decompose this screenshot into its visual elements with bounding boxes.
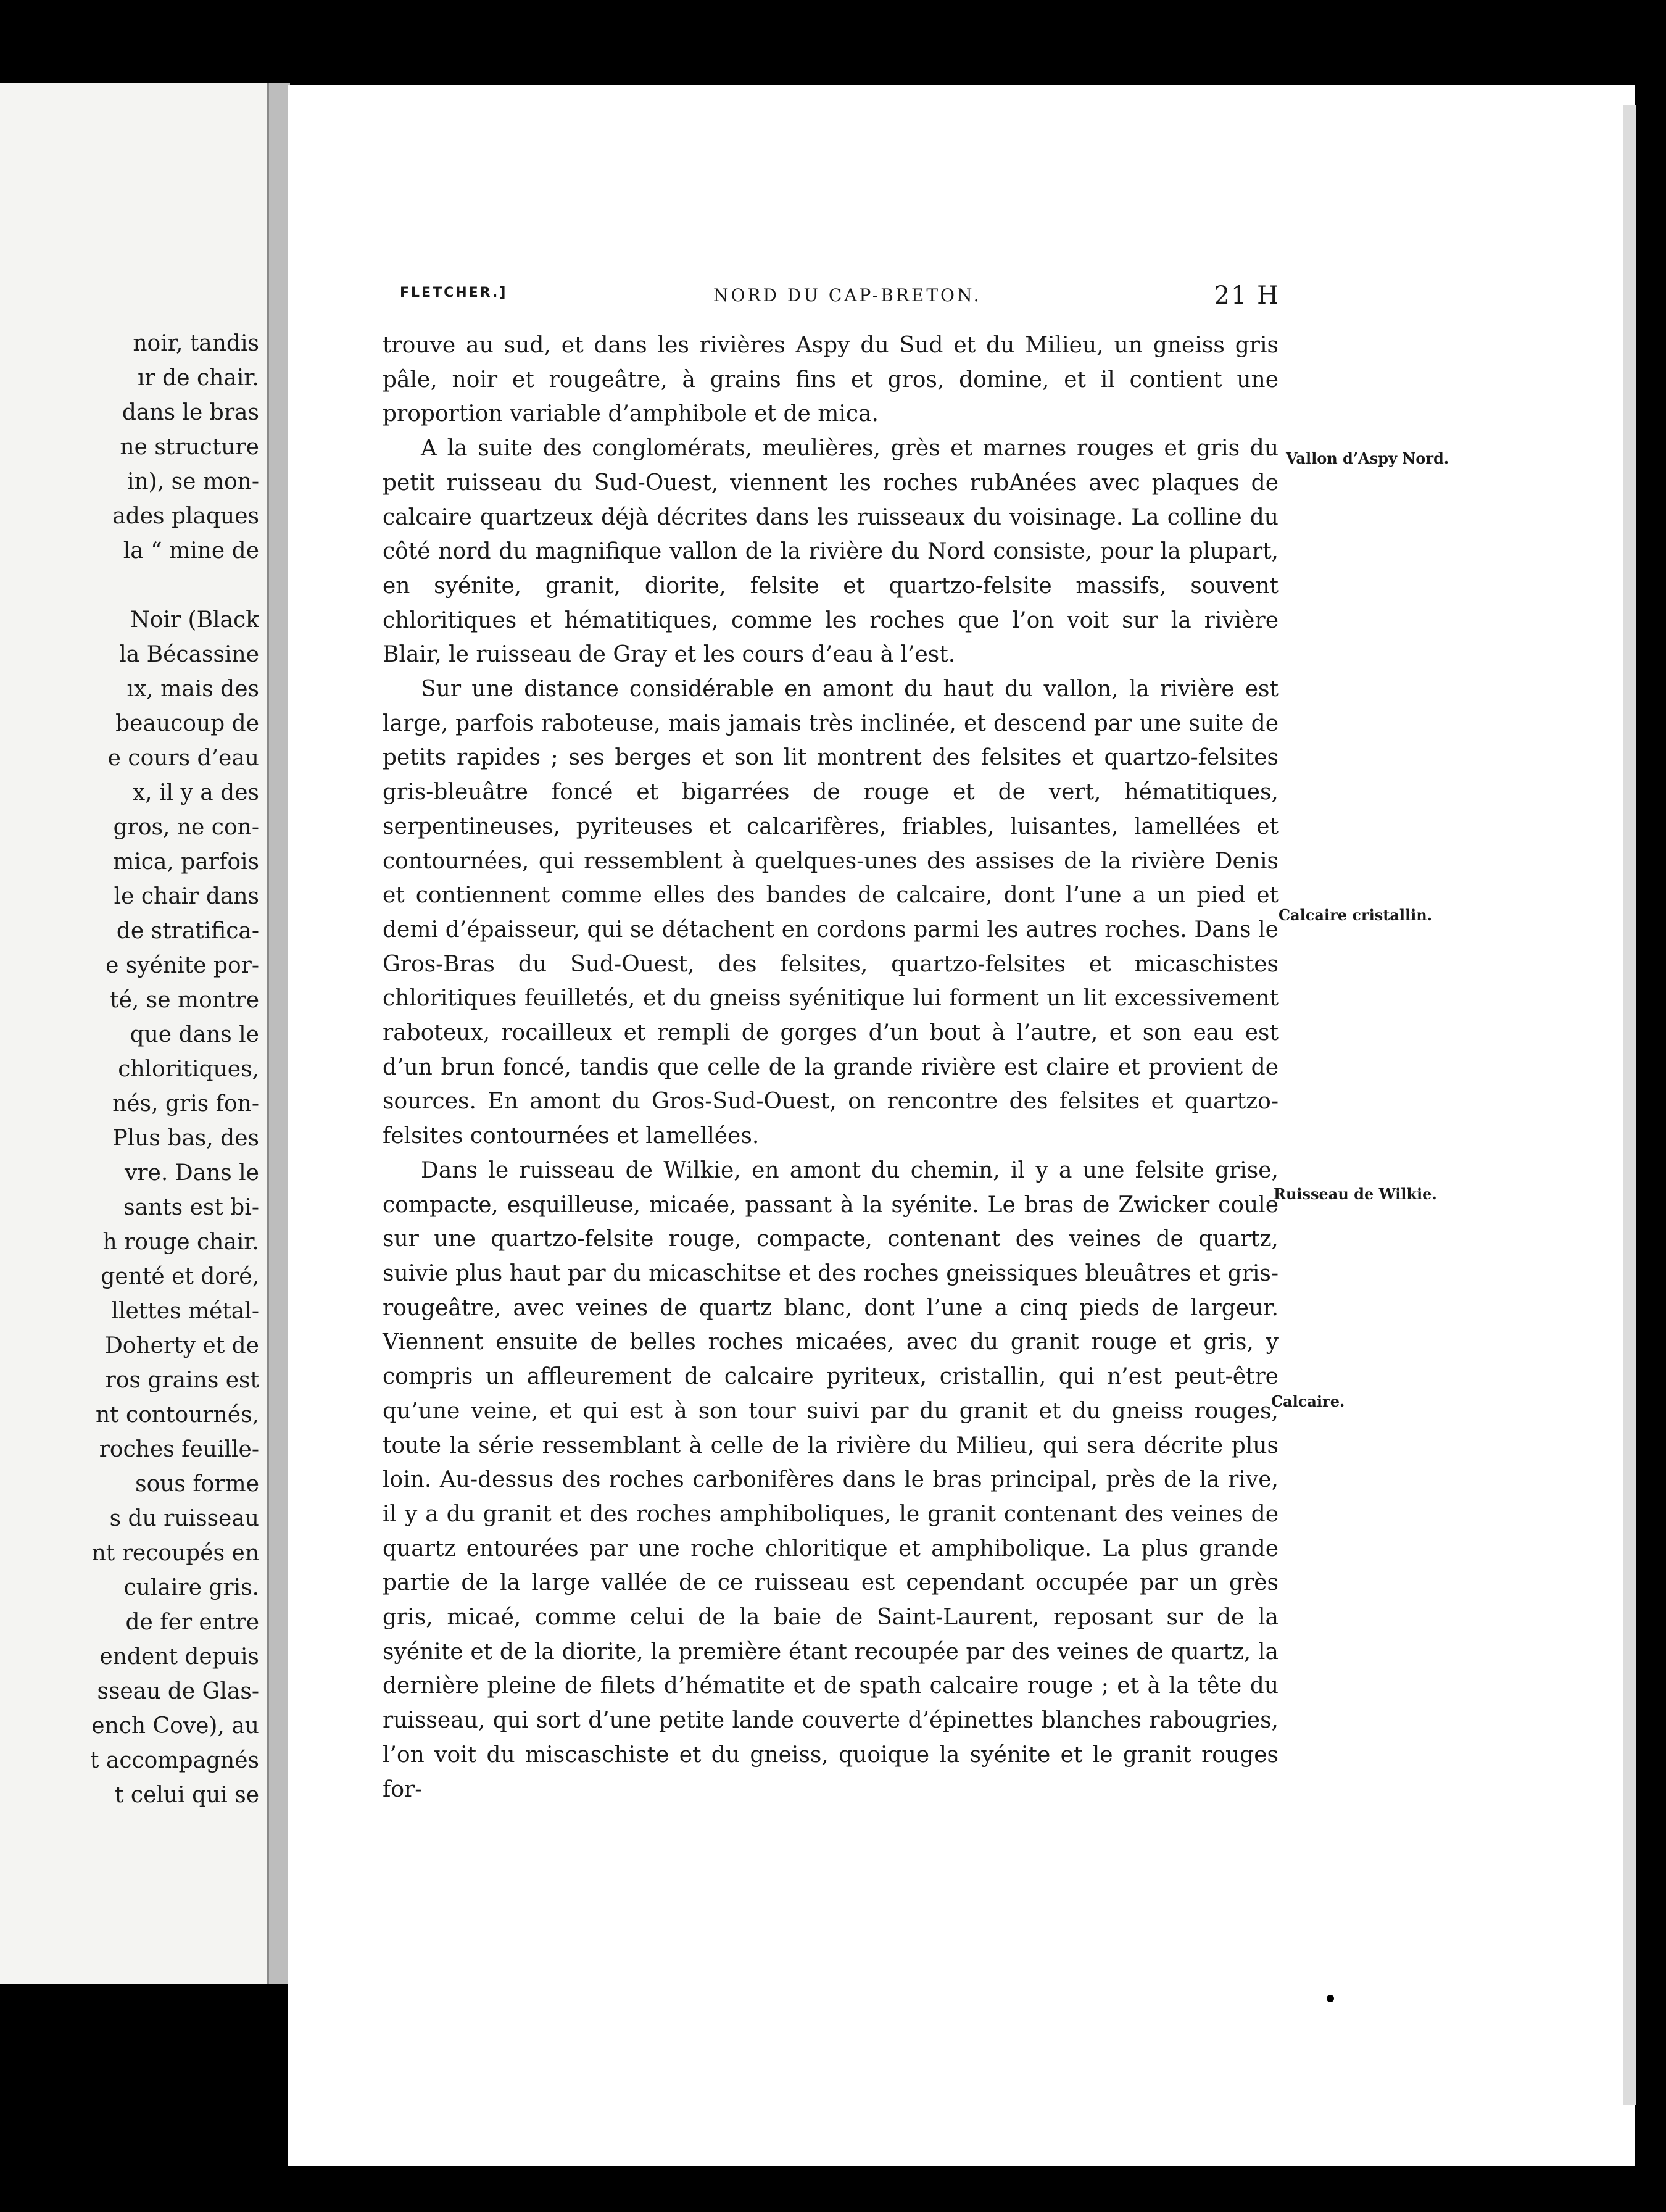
running-header [400,281,1288,314]
facing-page-line: de fer entre [125,1610,259,1635]
facing-page-line: té, se montre [110,988,259,1013]
facing-page-line: la Bécassine [119,642,259,667]
facing-page-line: sseau de Glas- [97,1679,259,1704]
margin-note-vallon [1286,451,1449,467]
facing-page-line: e cours d’eau [107,746,259,771]
book-gutter [267,83,290,1984]
facing-page-line: x, il y a des [132,780,259,805]
facing-page-line: ır de chair. [138,365,259,391]
facing-page-line [0,568,259,603]
paragraph: trouve au sud, et dans les rivières Aspy du Sud et du Milieu, un gneiss gris pâle, noir et rougeâtre, à grains fins et gros, domine, et il contient une proportion variable d’amphibole et de mica. [383,333,1279,427]
facing-page-line: que dans le [130,1022,259,1047]
facing-page [0,83,270,1984]
facing-page-line: nés, gris fon- [112,1091,259,1116]
paragraph: Sur une distance considérable en amont du haut du vallon, la rivière est large, parfois raboteuse, mais jamais très inclinée, et descend par une suite de petits rapides ; ses berges et son lit montrent des felsites et quartzo-felsites gris-bleuâtre foncé et bigarrées de rouge et de vert, hématitiques, serpentineuses, pyriteuses et calcarifères, friables, luisantes, lamellées et contournées, qui ressemblent à quelques-unes des assises de la rivière Denis et contiennent comme elles des bandes de calcaire, dont l’une a un pied et demi d’épaisseur, qui se détachent en cordons parmi les autres roches. Dans le Gros-Bras du Sud-Ouest, des felsites, quartzo-felsites et micaschistes chloritiques feuilletés, et du gneiss syénitique lui forment un lit excessivement raboteux, rocailleux et rempli de gorges d’un bout à l’autre, et son eau est d’un brun foncé, tandis que celle de la grande rivière est claire et provient de sources. En amont du Gros-Sud-Ouest, on rencontre des felsites et quartzo-felsites contournées et lamellées. [383,676,1279,1149]
facing-page-line: beaucoup de [115,711,259,736]
margin-note-text: Vallon d’Aspy Nord. [1286,449,1449,467]
facing-page-line: genté et doré, [101,1264,259,1289]
facing-page-line: roches feuille- [99,1437,259,1462]
facing-page-line: Noir (Black [130,607,259,633]
facing-page-line: sants est bi- [123,1195,259,1220]
facing-page-line: endent depuis [99,1644,259,1669]
paragraph: Dans le ruisseau de Wilkie, en amont du chemin, il y a une felsite grise, compacte, esquilleuse, micaée, passant à la syénite. Le bras de Zwicker coule sur une quartzo-felsite rouge, compacte, contenant des veines de quartz, suivie plus haut par du micaschitse et des roches gneissiques bleuâtres et gris-rougeâtre, avec veines de quartz blanc, dont l’une a cinq pieds de largeur. Viennent ensuite de belles roches micaées, avec du granit rouge et gris, y compris un affleurement de calcaire pyriteux, cristallin, qui n’est peut-être qu’une veine, et qui est à son tour suivi par du granit et du gneiss rouges, toute la série ressemblant à celle de la rivière du Milieu, qui sera décrite plus loin. Au-dessus des roches carbonifères dans le bras principal, près de la rive, il y a du granit et des roches amphiboliques, le granit contenant des veines de quartz entourées par une roche chloritique et amphibolique. La plus grande partie de la large vallée de ce ruisseau est cependant occupée par un grès gris, micaé, comme celui de la baie de Saint-Laurent, reposant sur de la syénite et de la diorite, la première étant recoupée par des veines de quartz, la dernière pleine de filets d’hématite et de spath calcaire rouge ; et à la tête du ruisseau, qui sort d’une petite lande couverte d’épinettes blanches rabougries, l’on voit du miscaschiste et du gneiss, quoique la syénite et le granit rouges for- [383,1157,1279,1802]
facing-page-line: in), se mon- [126,469,259,494]
paragraph: A la suite des conglomérats, meulières, grès et marnes rouges et gris du petit ruisseau du Sud-Ouest, viennent les roches rubAnées avec plaques de calcaire quartzeux déjà décrites dans les ruisseaux du voisinage. La colline du côté nord du magnifique vallon de la rivière du Nord consiste, pour la plupart, en syénite, granit, diorite, felsite et quartzo-felsite massifs, souvent chloritiques et hématitiques, comme les roches que l’on voit sur la rivière Blair, le ruisseau de Gray et les cours d’eau à l’est. [383,436,1279,668]
facing-page-line: de stratifica- [116,918,259,944]
facing-page-line: dans le bras [122,400,259,425]
facing-page-line: nt recoupés en [91,1540,259,1566]
facing-page-line: s du ruisseau [109,1506,259,1531]
margin-note-calcaire-cristallin [1279,907,1432,923]
facing-page-line: llettes métal- [111,1299,259,1324]
page-edge [1623,105,1636,2105]
header-title: NORD DU CAP-BRETON. [713,285,982,306]
facing-page-line: e syénite por- [106,953,259,978]
facing-page-line: vre. Dans le [125,1160,259,1186]
facing-page-line: h rouge chair. [102,1229,259,1255]
facing-page-line: ench Cove), au [91,1713,259,1739]
facing-page-line: Doherty et de [104,1333,259,1358]
facing-page-line: noir, tandis [133,331,259,356]
facing-page-line: la “ mine de [123,538,259,563]
facing-page-line: ros grains est [105,1368,259,1393]
facing-page-line: gros, ne con- [113,815,259,840]
ink-dot [1327,1995,1334,2002]
facing-page-line: culaire gris. [123,1575,259,1600]
facing-page-line: le chair dans [114,884,259,909]
margin-note-text: Ruisseau de Wilkie. [1274,1185,1437,1203]
margin-note-calcaire [1271,1394,1345,1410]
header-author: FLETCHER.] [400,285,508,301]
facing-page-line: t celui qui se [115,1782,259,1808]
facing-page-text [0,326,259,1813]
margin-note-ruisseau-wilkie [1274,1186,1437,1202]
facing-page-line: mica, parfois [113,849,259,875]
facing-page-line: ades plaques [112,504,259,529]
body-text [383,328,1279,1807]
facing-page-line: nt contournés, [95,1402,259,1428]
facing-page-line: Plus bas, des [112,1126,259,1151]
facing-page-line: ıx, mais des [126,676,259,702]
page-number: 21 H [1214,281,1280,310]
margin-note-text: Calcaire. [1271,1392,1345,1410]
margin-note-text: Calcaire cristallin. [1279,906,1432,924]
facing-page-line: t accompagnés [89,1748,259,1773]
facing-page-line: chloritiques, [118,1057,259,1082]
facing-page-line: ne structure [120,434,259,460]
facing-page-line: sous forme [135,1471,259,1497]
